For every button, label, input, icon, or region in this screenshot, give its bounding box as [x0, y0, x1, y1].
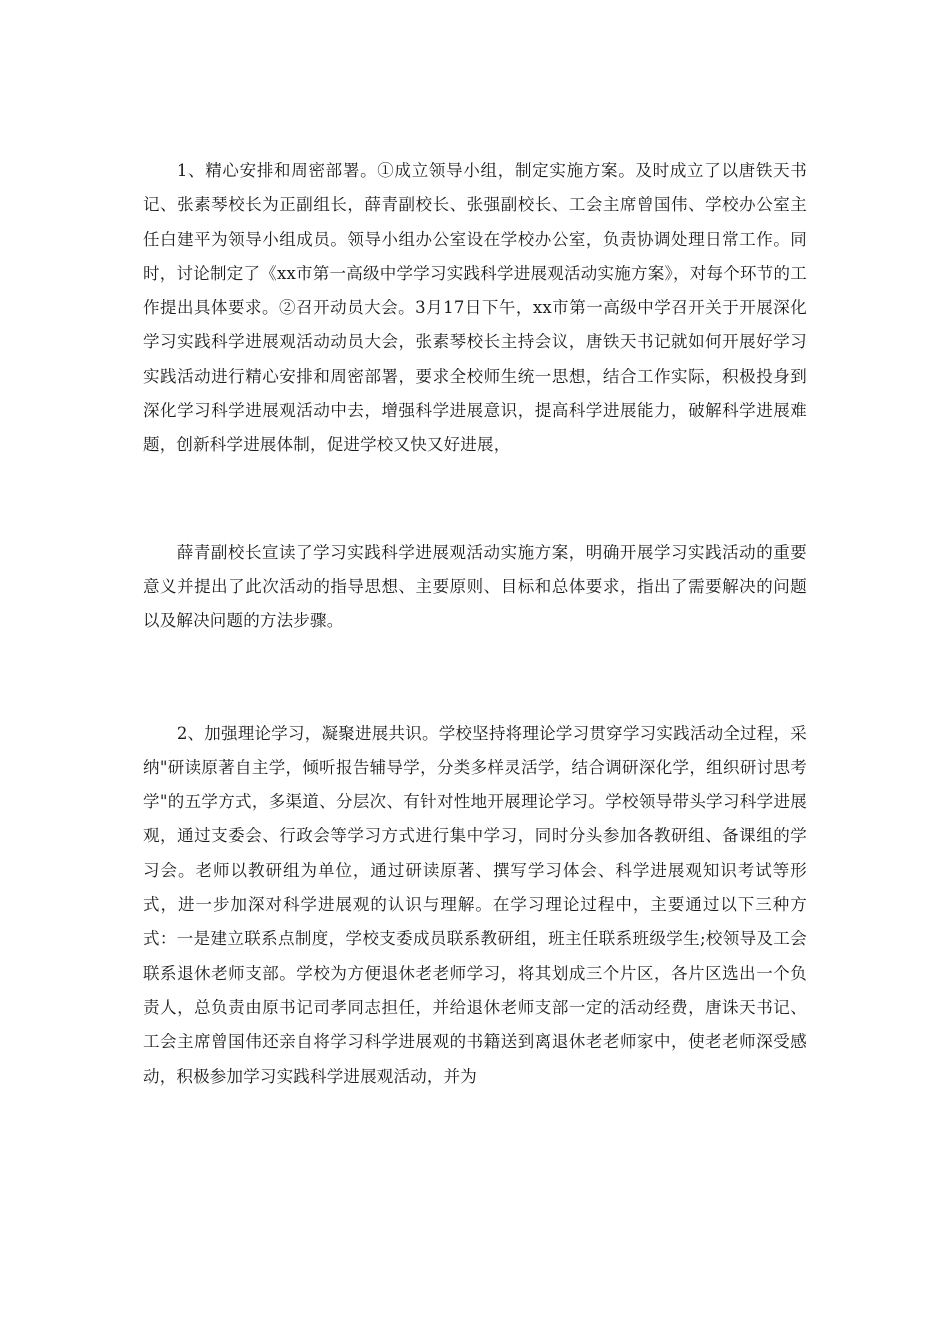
paragraph-1: 1、精心安排和周密部署。①成立领导小组，制定实施方案。及时成立了以唐铁天书记、张素琴校长为正副组长，薛青副校长、张强副校长、工会主席曾国伟、学校办公室主任白建平为领导小组成员。领导小组办公室设在学校办公室，负责协调处理日常工作。同时，讨论制定了《xx市第一高级中学学习实践科学进展观活动实施方案》，对每个环节的工作提出具体要求。②召开动员大会。3月17日下午，xx市第一高级中学召开关于开展深化学习实践科学进展观活动动员大会，张素琴校长主持会议，唐铁天书记就如何开展好学习实践活动进行精心安排和周密部署，要求全校师生统一思想，结合工作实际，积极投身到深化学习科学进展观活动中去，增强科学进展意识，提高科学进展能力，破解科学进展难题，创新科学进展体制，促进学校又快又好进展， [143, 161, 807, 455]
paragraph-3: 2、加强理论学习，凝聚进展共识。学校坚持将理论学习贯穿学习实践活动全过程，采纳"研读原著自主学，倾听报告辅导学，分类多样灵活学，结合调研深化学，组织研讨思考学"的五学方式，多渠道、分层次、有针对性地开展理论学习。学校领导带头学习科学进展观，通过支委会、行政会等学习方式进行集中学习，同时分头参加各教研组、备课组的学习会。老师以教研组为单位，通过研读原著、撰写学习体会、科学进展观知识考试等形式，进一步加深对科学进展观的认识与理解。在学习理论过程中，主要通过以下三种方式：一是建立联系点制度，学校支委成员联系教研组，班主任联系班级学生;校领导及工会联系退休老师支部。学校为方便退休老老师学习，将其划成三个片区，各片区选出一个负责人，总负责由原书记司孝同志担任，并给退休老师支部一定的活动经费，唐诛天书记、工会主席曾国伟还亲自将学习科学进展观的书籍送到离退休老老师家中，使老老师深受感动，积极参加学习实践科学进展观活动，并为 [143, 723, 807, 1086]
document-body [143, 154, 807, 1094]
paragraph-2: 薛青副校长宣读了学习实践科学进展观活动实施方案，明确开展学习实践活动的重要意义并提出了此次活动的指导思想、主要原则、目标和总体要求，指出了需要解决的问题以及解决问题的方法步骤。 [143, 542, 807, 631]
